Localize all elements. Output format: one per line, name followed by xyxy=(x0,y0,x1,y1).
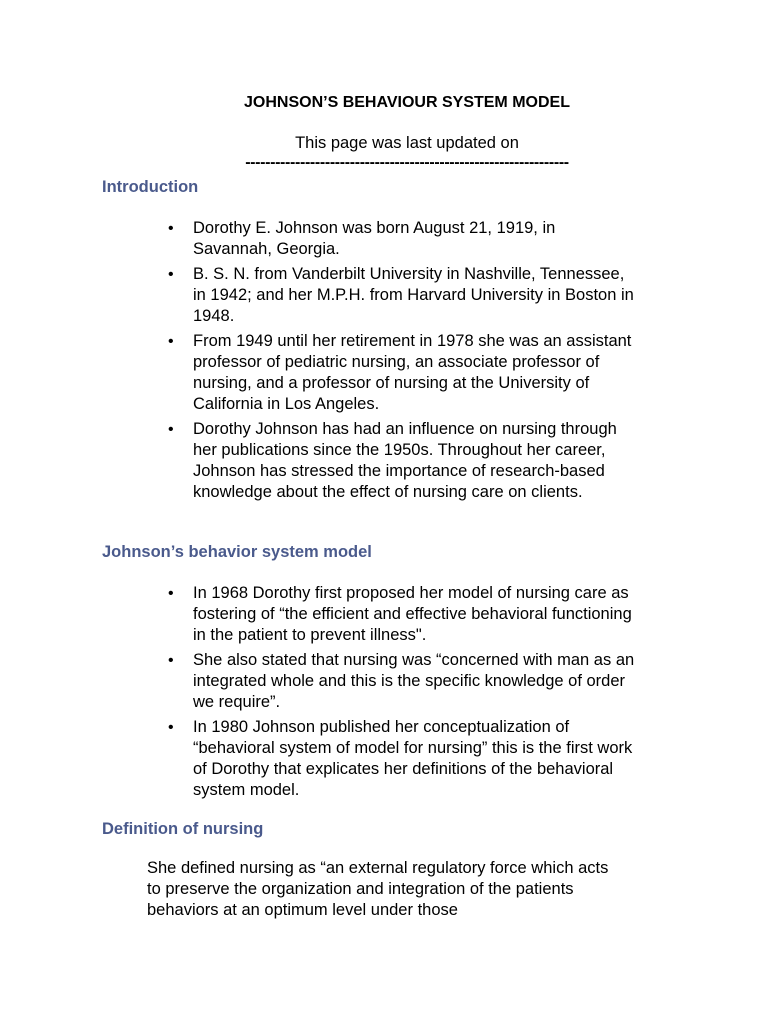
introduction-list xyxy=(166,218,636,507)
heading-behavior-system-model: Johnson’s behavior system model xyxy=(102,543,372,561)
document-title: JOHNSON’S BEHAVIOUR SYSTEM MODEL xyxy=(244,94,570,111)
list-item: • She also stated that nursing was “concerned with man as an integrated whole and this is the specific knowledge of order we require”. xyxy=(168,651,635,711)
heading-definition-of-nursing: Definition of nursing xyxy=(102,820,264,838)
list-item: • In 1968 Dorothy first proposed her model of nursing care as fostering of “the efficient and effective behavioral functioning in the patient to prevent illness". xyxy=(168,584,632,644)
bullet-icon: • xyxy=(168,585,174,602)
bullet-icon: • xyxy=(168,266,174,283)
bullet-icon: • xyxy=(168,220,174,237)
bullet-icon: • xyxy=(168,652,174,669)
bullet-icon: • xyxy=(168,421,174,438)
list-item: • Dorothy Johnson has had an influence on nursing through her publications since the 1950s. Throughout her career, Johnson has stressed the importance of research-based knowledge about the effect of nursing care on clients. xyxy=(168,420,617,501)
definition-paragraph: She defined nursing as “an external regulatory force which acts to preserve the organization and integration of the patients behaviors at an optimum level under those xyxy=(147,859,609,919)
list-item: • In 1980 Johnson published her conceptualization of “behavioral system of model for nursing” this is the first work of Dorothy that explicates her definitions of the behavioral system model. xyxy=(168,718,633,799)
heading-introduction: Introduction xyxy=(102,178,199,196)
last-updated-line: This page was last updated on xyxy=(295,134,519,152)
list-item: • From 1949 until her retirement in 1978 she was an assistant professor of pediatric nursing, an associate professor of nursing, and a professor of nursing at the University of California in Los Angeles. xyxy=(168,332,632,413)
behavior-model-list xyxy=(166,583,636,805)
bullet-icon: • xyxy=(168,333,174,350)
list-item: • Dorothy E. Johnson was born August 21, 1919, in Savannah, Georgia. xyxy=(168,219,556,258)
list-item: • B. S. N. from Vanderbilt University in Nashville, Tennessee, in 1942; and her M.P.H. from Harvard University in Boston in 1948. xyxy=(168,265,634,325)
dashed-rule: ----------------------------------------------------------------- xyxy=(245,154,569,171)
bullet-icon: • xyxy=(168,719,174,736)
